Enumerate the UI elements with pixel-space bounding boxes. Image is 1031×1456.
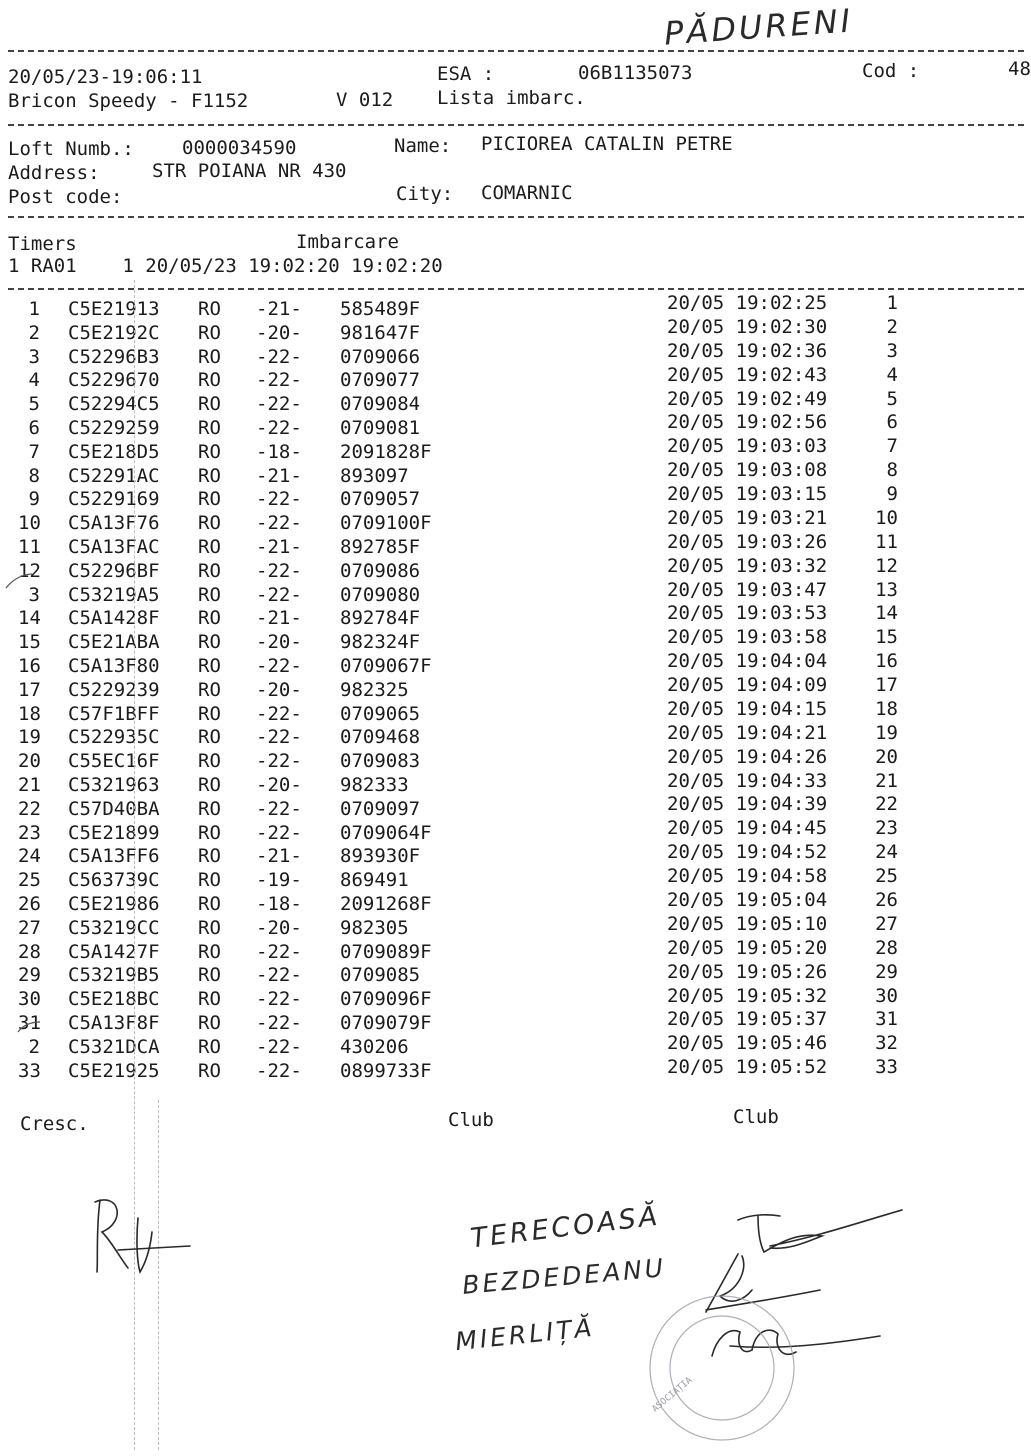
- bird-ring: 0709080: [340, 583, 421, 606]
- bird-rank: 2: [886, 315, 898, 338]
- bird-year: -22-: [256, 988, 302, 1011]
- bird-index: 4: [28, 369, 40, 392]
- bird-arrival-time: 20/05 19:03:47: [667, 578, 828, 601]
- stamp-text: ASOCIAȚIA: [650, 1375, 695, 1415]
- bird-year: -22-: [256, 702, 302, 725]
- club-stamp: [650, 1296, 794, 1440]
- bird-country: RO: [198, 369, 221, 392]
- bird-chip: C52291AC: [68, 464, 160, 487]
- bird-ring: 2091268F: [340, 893, 432, 915]
- header-datetime: 20/05/23-19:06:11: [8, 66, 203, 88]
- bird-year: -21-: [256, 464, 302, 487]
- bird-rank: 6: [886, 411, 898, 434]
- bird-rank: 28: [875, 936, 898, 959]
- esa-value: 06B1135073: [578, 62, 693, 84]
- bird-country: RO: [198, 702, 221, 725]
- city-value: COMARNIC: [481, 182, 573, 204]
- bird-year: -21-: [256, 298, 302, 320]
- bird-arrival-time: 20/05 19:04:26: [667, 745, 828, 768]
- bird-index: 23: [18, 821, 41, 844]
- bird-index: 14: [18, 607, 41, 630]
- bird-index: 10: [18, 512, 41, 535]
- bird-rank: 27: [875, 912, 898, 935]
- bird-rank: 11: [875, 530, 898, 553]
- bird-chip: C53219A5: [68, 583, 160, 606]
- bird-rank: 7: [886, 435, 898, 458]
- bird-year: -22-: [256, 488, 302, 511]
- bird-arrival-time: 20/05 19:04:15: [667, 697, 828, 720]
- bird-index: 19: [18, 726, 41, 749]
- bird-rank: 26: [875, 889, 898, 911]
- bird-chip: C5E21925: [68, 1059, 160, 1082]
- bird-chip: C57F1BFF: [68, 702, 160, 725]
- bird-arrival-time: 20/05 19:05:37: [667, 1008, 828, 1031]
- bird-country: RO: [198, 797, 221, 820]
- bird-country: RO: [198, 536, 221, 558]
- bird-arrival-time: 20/05 19:03:21: [667, 506, 828, 529]
- bird-index: 21: [18, 774, 41, 796]
- bird-index: 7: [28, 440, 40, 463]
- bird-chip: C522935C: [68, 726, 160, 749]
- bird-country: RO: [198, 726, 221, 749]
- club-label-2: Club: [733, 1106, 779, 1128]
- bird-ring: 585489F: [340, 298, 421, 320]
- bird-arrival-time: 20/05 19:04:39: [667, 793, 828, 816]
- bird-index: 15: [18, 631, 41, 654]
- bird-country: RO: [198, 298, 221, 320]
- bird-chip: C55EC16F: [68, 750, 160, 773]
- bird-chip: C5229169: [68, 488, 160, 511]
- bird-ring: 0709468: [340, 726, 421, 749]
- bird-ring: 430206: [340, 1035, 409, 1058]
- bird-ring: 982325: [340, 678, 409, 701]
- bird-arrival-time: 20/05 19:04:21: [667, 721, 828, 744]
- bird-index: 3: [28, 345, 40, 368]
- bird-chip: C5321963: [68, 774, 160, 796]
- bird-year: -20-: [256, 916, 302, 939]
- bird-index: 16: [18, 655, 41, 677]
- bird-rank: 16: [875, 650, 898, 673]
- bird-ring: 892785F: [340, 536, 421, 558]
- bird-index: 8: [28, 464, 40, 487]
- bird-year: -22-: [256, 1035, 302, 1058]
- bird-chip: C5A13F8F: [68, 1012, 160, 1034]
- bird-chip: C5E218BC: [68, 988, 160, 1011]
- bird-country: RO: [198, 893, 221, 915]
- bird-rank: 3: [886, 339, 898, 362]
- bird-ring: 0709079F: [340, 1012, 432, 1034]
- bird-arrival-time: 20/05 19:02:30: [667, 315, 828, 338]
- bird-ring: 2091828F: [340, 440, 432, 463]
- bird-chip: C52294C5: [68, 393, 160, 416]
- bird-chip: C57D40BA: [68, 797, 160, 820]
- bird-country: RO: [198, 821, 221, 844]
- bird-ring: 0709100F: [340, 512, 432, 535]
- bird-country: RO: [198, 869, 221, 892]
- postcode-label: Post code:: [8, 186, 123, 208]
- handwritten-name-2: BEZDEDEANU: [461, 1253, 668, 1300]
- bird-chip: C5321DCA: [68, 1035, 160, 1058]
- bird-index: 2: [28, 321, 40, 344]
- bird-country: RO: [198, 916, 221, 939]
- bird-country: RO: [198, 1035, 221, 1058]
- bird-chip: C5A13FAC: [68, 536, 160, 558]
- bird-index: 22: [18, 797, 41, 820]
- cod-label: Cod :: [862, 60, 920, 82]
- bird-arrival-time: 20/05 19:02:43: [667, 363, 828, 386]
- bird-country: RO: [198, 440, 221, 463]
- bird-arrival-time: 20/05 19:04:58: [667, 865, 828, 888]
- bird-index: 30: [18, 988, 41, 1011]
- bird-rank: 1: [886, 292, 898, 314]
- bird-country: RO: [198, 464, 221, 487]
- bird-index: 3: [28, 583, 40, 606]
- bird-chip: C5A1427F: [68, 940, 160, 963]
- timer-row: 1 RA01 1 20/05/23 19:02:20 19:02:20: [8, 255, 443, 277]
- bird-year: -22-: [256, 750, 302, 773]
- bird-rank: 14: [875, 602, 898, 625]
- bird-country: RO: [198, 678, 221, 701]
- bird-chip: C5E21ABA: [68, 631, 160, 654]
- bird-year: -20-: [256, 774, 302, 796]
- bird-ring: 982333: [340, 774, 409, 796]
- bird-ring: 982305: [340, 916, 409, 939]
- bird-rank: 20: [875, 745, 898, 768]
- bird-year: -22-: [256, 1059, 302, 1082]
- address-label: Address:: [8, 162, 100, 184]
- device-name: Bricon Speedy - F1152: [8, 90, 249, 112]
- bird-year: -22-: [256, 583, 302, 606]
- bird-index: 2: [28, 1035, 40, 1058]
- bird-ring: 0709077: [340, 369, 421, 392]
- bird-rank: 19: [875, 721, 898, 744]
- bird-year: -22-: [256, 797, 302, 820]
- bird-rank: 13: [875, 578, 898, 601]
- bird-arrival-time: 20/05 19:03:26: [667, 530, 828, 553]
- bird-ring: 0709064F: [340, 821, 432, 844]
- bird-index: 25: [18, 869, 41, 892]
- bird-country: RO: [198, 774, 221, 796]
- bird-ring: 869491: [340, 869, 409, 892]
- bird-ring: 0709086: [340, 559, 421, 582]
- bird-arrival-time: 20/05 19:05:46: [667, 1032, 828, 1055]
- bird-ring: 893097: [340, 464, 409, 487]
- bird-ring: 0709066: [340, 345, 421, 368]
- bird-ring: 0709057: [340, 488, 421, 511]
- bird-chip: C5A1428F: [68, 607, 160, 630]
- bird-chip: C5E21899: [68, 821, 160, 844]
- bird-chip: C5E218D5: [68, 440, 160, 463]
- bird-arrival-time: 20/05 19:02:56: [667, 411, 828, 434]
- bird-arrival-time: 20/05 19:05:10: [667, 912, 828, 935]
- bird-index: 12: [18, 559, 41, 582]
- bird-rank: 18: [875, 697, 898, 720]
- bird-year: -22-: [256, 940, 302, 963]
- bird-arrival-time: 20/05 19:05:32: [667, 984, 828, 1007]
- bird-year: -22-: [256, 821, 302, 844]
- bird-index: 18: [18, 702, 41, 725]
- bird-year: -19-: [256, 869, 302, 892]
- bird-arrival-time: 20/05 19:04:04: [667, 650, 828, 673]
- bird-year: -22-: [256, 345, 302, 368]
- bird-rank: 10: [875, 506, 898, 529]
- bird-rank: 22: [875, 793, 898, 816]
- handwritten-title: PĂDURENI: [662, 1, 855, 53]
- bird-year: -22-: [256, 417, 302, 439]
- bird-arrival-time: 20/05 19:03:53: [667, 602, 828, 625]
- bird-chip: C563739C: [68, 869, 160, 892]
- bird-arrival-time: 20/05 19:03:03: [667, 435, 828, 458]
- bird-ring: 0899733F: [340, 1059, 432, 1082]
- signature-club-2: [706, 1254, 820, 1312]
- bird-ring: 893930F: [340, 845, 421, 868]
- bird-ring: 982324F: [340, 631, 421, 654]
- bird-index: 5: [28, 393, 40, 416]
- bird-year: -21-: [256, 536, 302, 558]
- bird-ring: 0709067F: [340, 655, 432, 677]
- signature-cresc: [95, 1200, 190, 1272]
- handwritten-name-1: TERECOASĂ: [468, 1200, 662, 1255]
- bird-country: RO: [198, 345, 221, 368]
- bird-rank: 17: [875, 674, 898, 697]
- bird-chip: C52296BF: [68, 559, 160, 582]
- bird-chip: C5E21986: [68, 893, 160, 915]
- loft-number: 0000034590: [182, 137, 297, 159]
- bird-country: RO: [198, 321, 221, 344]
- address-value: STR POIANA NR 430: [152, 160, 347, 182]
- bird-arrival-time: 20/05 19:05:26: [667, 960, 828, 983]
- bird-country: RO: [198, 631, 221, 654]
- bird-arrival-time: 20/05 19:02:49: [667, 387, 828, 410]
- bird-arrival-time: 20/05 19:03:08: [667, 459, 828, 482]
- bird-country: RO: [198, 417, 221, 439]
- bird-index: 24: [18, 845, 41, 868]
- bird-index: 26: [18, 893, 41, 915]
- bird-index: 20: [18, 750, 41, 773]
- bird-chip: C5229259: [68, 417, 160, 439]
- bird-country: RO: [198, 940, 221, 963]
- bird-arrival-time: 20/05 19:04:09: [667, 674, 828, 697]
- signature-club-3: [712, 1330, 880, 1356]
- bird-rank: 29: [875, 960, 898, 983]
- bird-year: -20-: [256, 321, 302, 344]
- bird-chip: C5A13FF6: [68, 845, 160, 868]
- bird-year: -21-: [256, 607, 302, 630]
- bird-country: RO: [198, 845, 221, 868]
- bird-index: 31: [18, 1012, 41, 1034]
- bird-index: 1: [28, 298, 40, 320]
- bird-rank: 15: [875, 626, 898, 649]
- bird-year: -22-: [256, 964, 302, 987]
- bird-year: -20-: [256, 631, 302, 654]
- bird-country: RO: [198, 1059, 221, 1082]
- list-title: Lista imbarc.: [437, 87, 586, 109]
- cod-value: 48: [1008, 58, 1031, 80]
- bird-rank: 21: [875, 769, 898, 792]
- bird-year: -22-: [256, 1012, 302, 1034]
- bird-rank: 9: [886, 483, 898, 506]
- bird-country: RO: [198, 512, 221, 535]
- bird-ring: 0709085: [340, 964, 421, 987]
- bird-year: -20-: [256, 678, 302, 701]
- bird-year: -22-: [256, 655, 302, 677]
- bird-year: -18-: [256, 440, 302, 463]
- bird-index: 27: [18, 916, 41, 939]
- bird-chip: C5229670: [68, 369, 160, 392]
- bird-country: RO: [198, 488, 221, 511]
- bird-chip: C53219CC: [68, 916, 160, 939]
- bird-arrival-time: 20/05 19:05:04: [667, 889, 828, 911]
- bird-index: 9: [28, 488, 40, 511]
- bird-arrival-time: 20/05 19:03:32: [667, 554, 828, 577]
- bird-index: 33: [18, 1059, 41, 1082]
- owner-name: PICIOREA CATALIN PETRE: [481, 133, 733, 155]
- imbarcare-label: Imbarcare: [296, 231, 399, 253]
- bird-rank: 33: [875, 1056, 898, 1079]
- bird-arrival-time: 20/05 19:04:45: [667, 817, 828, 840]
- bird-arrival-time: 20/05 19:03:58: [667, 626, 828, 649]
- bird-country: RO: [198, 964, 221, 987]
- device-version: V 012: [336, 89, 394, 111]
- bird-year: -22-: [256, 369, 302, 392]
- bird-year: -22-: [256, 726, 302, 749]
- club-label-1: Club: [448, 1109, 494, 1131]
- bird-chip: C5E2192C: [68, 321, 160, 344]
- bird-year: -21-: [256, 845, 302, 868]
- bird-rank: 8: [886, 459, 898, 482]
- bird-arrival-time: 20/05 19:04:33: [667, 769, 828, 792]
- name-label: Name:: [394, 135, 452, 157]
- bird-ring: 0709065: [340, 702, 421, 725]
- bird-country: RO: [198, 655, 221, 677]
- bird-index: 29: [18, 964, 41, 987]
- bird-chip: C5229239: [68, 678, 160, 701]
- bird-arrival-time: 20/05 19:05:20: [667, 936, 828, 959]
- bird-ring: 0709084: [340, 393, 421, 416]
- bird-chip: C5E21913: [68, 298, 160, 320]
- bird-year: -18-: [256, 893, 302, 915]
- bird-country: RO: [198, 559, 221, 582]
- signature-club-1: [738, 1210, 902, 1252]
- bird-chip: C53219B5: [68, 964, 160, 987]
- bird-arrival-time: 20/05 19:03:15: [667, 483, 828, 506]
- bird-arrival-time: 20/05 19:02:36: [667, 339, 828, 362]
- timers-label: Timers: [8, 233, 77, 255]
- bird-ring: 0709083: [340, 750, 421, 773]
- bird-ring: 0709081: [340, 417, 421, 439]
- bird-country: RO: [198, 988, 221, 1011]
- bird-ring: 892784F: [340, 607, 421, 630]
- city-label: City:: [396, 183, 454, 205]
- bird-rank: 5: [886, 387, 898, 410]
- loft-label: Loft Numb.:: [8, 138, 134, 160]
- bird-country: RO: [198, 607, 221, 630]
- bird-index: 17: [18, 678, 41, 701]
- bird-rank: 25: [875, 865, 898, 888]
- bird-ring: 0709089F: [340, 940, 432, 963]
- bird-ring: 0709097: [340, 797, 421, 820]
- bird-arrival-time: 20/05 19:05:52: [667, 1056, 828, 1079]
- bird-rank: 24: [875, 841, 898, 864]
- esa-label: ESA :: [437, 63, 495, 85]
- cresc-label: Cresc.: [20, 1113, 89, 1135]
- margin-marks: [6, 574, 40, 1032]
- bird-rank: 4: [886, 363, 898, 386]
- bird-year: -22-: [256, 559, 302, 582]
- bird-rank: 12: [875, 554, 898, 577]
- bird-year: -22-: [256, 393, 302, 416]
- bird-chip: C5A13F76: [68, 512, 160, 535]
- bird-arrival-time: 20/05 19:04:52: [667, 841, 828, 864]
- bird-rank: 30: [875, 984, 898, 1007]
- bird-rank: 32: [875, 1032, 898, 1055]
- bird-year: -22-: [256, 512, 302, 535]
- bird-ring: 981647F: [340, 321, 421, 344]
- bird-rank: 31: [875, 1008, 898, 1031]
- bird-index: 11: [18, 536, 41, 558]
- bird-country: RO: [198, 750, 221, 773]
- handwritten-name-3: MIERLIȚĂ: [453, 1312, 596, 1357]
- bird-rank: 23: [875, 817, 898, 840]
- bird-ring: 0709096F: [340, 988, 432, 1011]
- bird-country: RO: [198, 1012, 221, 1034]
- bird-country: RO: [198, 583, 221, 606]
- bird-chip: C52296B3: [68, 345, 160, 368]
- bird-country: RO: [198, 393, 221, 416]
- bird-index: 6: [28, 417, 40, 439]
- bird-chip: C5A13F80: [68, 655, 160, 677]
- bird-index: 28: [18, 940, 41, 963]
- bird-arrival-time: 20/05 19:02:25: [667, 292, 828, 314]
